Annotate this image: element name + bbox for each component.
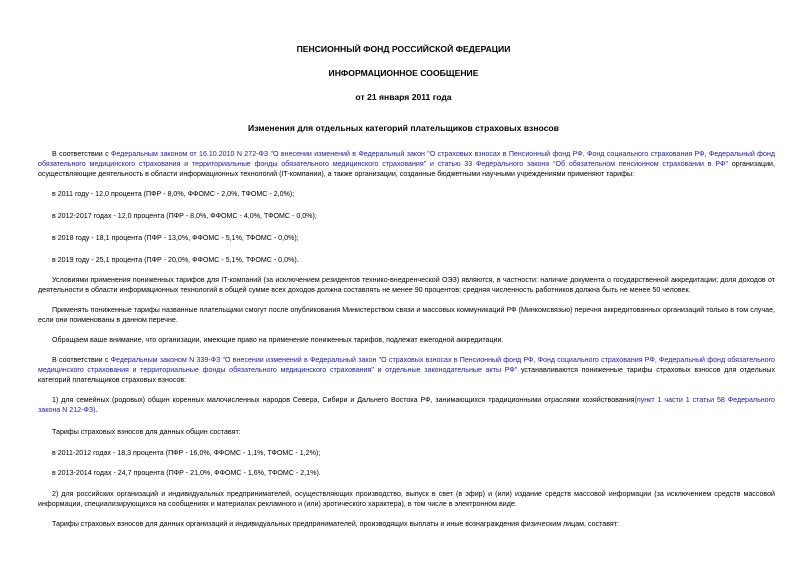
- rate-2011-2012: в 2011-2012 годах - 18,3 процента (ПФР - 16,0%, ФФОМС - 1,1%, ТФОМС - 1,2%);: [52, 449, 321, 457]
- rate-2011: в 2011 году - 12,0 процента (ПФР - 8,0%, ФФОМС - 2,0%, ТФОМС - 2,0%);: [52, 190, 295, 198]
- article-58-link[interactable]: (пункт 1 части 1 статьи 58 Федерального закона N 212-ФЗ): [38, 396, 776, 415]
- paragraph-law-339: [38, 355, 775, 386]
- paragraph-accreditation: Обращаем ваше внимание, что организации, имеющие право на применение пониженных тарифов, подлежат ежегодной аккредитации.: [52, 336, 504, 344]
- date-heading: от 21 января 2011 года: [355, 92, 452, 102]
- paragraph-community-rates: Тарифы страховых взносов для данных общин составят:: [52, 428, 241, 436]
- doc-type-heading: ИНФОРМАЦИОННОЕ СООБЩЕНИЕ: [328, 68, 479, 78]
- rate-2012-2017: в 2012-2017 годах - 12,0 процента (ПФР - 8,0%, ФФОМС - 4,0%, ТФОМС - 0,0%);: [52, 212, 317, 220]
- paragraph-communities-post: .: [95, 406, 98, 415]
- rate-2018: в 2018 году - 18,1 процента (ПФР - 13,0%, ФФОМС - 5,1%, ТФОМС - 0,0%);: [52, 234, 299, 242]
- law-339-link[interactable]: Федеральным законом N 339-ФЗ "О внесении изменений в Федеральный закон "О страховых взносах в Пенсионный фонд РФ, Фонд социального страхования РФ, Федеральный фонд обязательного медицинского страхования и территориальные фонды обязательного медицинского страхования" и отдельные законодательные акты РФ": [38, 356, 776, 375]
- paragraph-1-post: организации, осуществляющие деятельность в области информационных технологий (IT-компании), а также организации, созданные бюджетными научными учреждениями применяют тарифы:: [38, 160, 775, 179]
- paragraph-conditions: Условиями применения пониженных тарифов для IT-компаний (за исключением резидентов технико-внедренческой ОЭЗ) являются, в частности: наличие документа о государственной аккредитации; доля доходов от деятельности в области информационных технологий в общей сумме всех доходов должна составлять не менее 90 процентов; средняя численность работников должна быть не менее 50 человек.: [38, 276, 775, 295]
- document-title: Изменения для отдельных категорий плательщиков страховых взносов: [248, 123, 559, 133]
- paragraph-apply: Применять пониженные тарифы названные плательщики смогут после опубликования Министерством связи и массовых коммуникаций РФ (Минкомсвязью) перечня аккредитованных организаций только в том случае, если они поименованы в данном перечне.: [38, 306, 775, 325]
- paragraph-media: 2) для российских организаций и индивидуальных предпринимателей, осуществляющих производство, выпуск в свет (в эфир) и (или) издание средств массовой информации (за исключением средств массовой информации, специализирующихся на сообщениях и материалах рекламного и (или) эротического характера), в том числе в электронном виде.: [38, 490, 775, 509]
- org-heading: ПЕНСИОННЫЙ ФОНД РОССИЙСКОЙ ФЕДЕРАЦИИ: [296, 44, 511, 54]
- paragraph-1: [38, 149, 775, 180]
- law-272-link[interactable]: Федеральным законом от 16.10.2010 N 272-ФЗ "О внесении изменений в Федеральный закон "О страховых взносах в Пенсионный фонд РФ, Фонд социального страхования РФ, Федеральный фонд обязательного медицинского страхования и территориальные фонды обязательного медицинского страхования" и статью 33 Федерального закона "Об обязательном пенсионном страховании в РФ": [38, 150, 776, 169]
- paragraph-media-rates: Тарифы страховых взносов для данных организаций и индивидуальных предпринимателей, производящих выплаты и иные вознаграждения физическим лицам, составят:: [52, 520, 619, 528]
- paragraph-communities-pre: 1) для семейных (родовых) общин коренных малочисленных народов Севера, Сибири и Дальнего Востока РФ, занимающихся традиционными отраслями хозяйствования: [52, 396, 635, 404]
- rate-2013-2014: в 2013-2014 годах - 24,7 процента (ПФР - 21,0%, ФФОМС - 1,6%, ТФОМС - 2,1%).: [52, 469, 321, 477]
- paragraph-law-339-pre: В соответствии с: [52, 356, 111, 364]
- rate-2019: в 2019 году - 25,1 процента (ПФР - 20,0%, ФФОМС - 5,1%, ТФОМС - 0,0%).: [52, 256, 299, 264]
- paragraph-communities: [38, 395, 775, 415]
- paragraph-law-339-post: устанавливаются пониженные тарифы страховых взносов для отдельных категорий плательщиков страховых взносов:: [38, 366, 775, 385]
- paragraph-1-pre: В соответствии с: [52, 150, 111, 158]
